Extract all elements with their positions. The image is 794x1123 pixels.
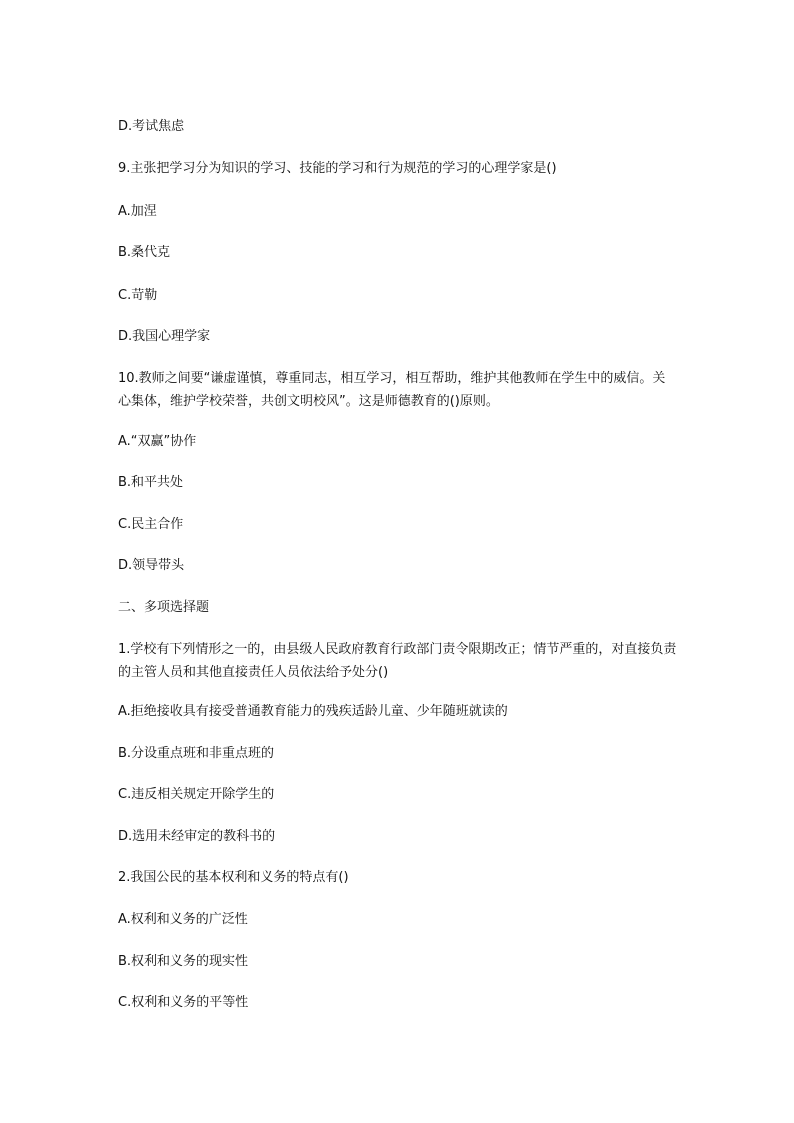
q9-option-b: B.桑代克 — [118, 245, 171, 260]
multi-question-2: 2.我国公民的基本权利和义务的特点有() — [118, 870, 349, 885]
mq2-option-a: A.权利和义务的广泛性 — [118, 912, 248, 927]
mq1-option-c: C.违反相关规定开除学生的 — [118, 787, 275, 802]
section-heading-multiple-choice: 二、多项选择题 — [118, 600, 210, 615]
q9-option-a: A.加涅 — [118, 204, 157, 219]
question-9: 9.主张把学习分为知识的学习、技能的学习和行为规范的学习的心理学家是() — [118, 161, 557, 176]
question-10: 10.教师之间要“谦虚谨慎，尊重同志，相互学习，相互帮助，维护其他教师在学生中的威信。关心集体，维护学校荣誉，共创文明校风”。这是师德教育的()原则。 — [118, 371, 666, 409]
mq2-option-b: B.权利和义务的现实性 — [118, 954, 249, 969]
multi-question-1: 1.学校有下列情形之一的，由县级人民政府教育行政部门责令限期改正；情节严重的，对直接负责的主管人员和其他直接责任人员依法给予处分() — [118, 642, 677, 680]
q10-option-a: A.“双赢”协作 — [118, 434, 197, 449]
option-d-exam-anxiety: D.考试焦虑 — [118, 119, 185, 134]
mq1-option-a: A.拒绝接收具有接受普通教育能力的残疾适龄儿童、少年随班就读的 — [118, 704, 508, 719]
q10-option-c: C.民主合作 — [118, 517, 184, 532]
q10-option-d: D.领导带头 — [118, 558, 185, 573]
q9-option-d: D.我国心理学家 — [118, 329, 211, 344]
mq2-option-c: C.权利和义务的平等性 — [118, 995, 249, 1010]
mq1-option-b: B.分设重点班和非重点班的 — [118, 746, 275, 761]
q9-option-c: C.苛勒 — [118, 288, 158, 303]
mq1-option-d: D.选用未经审定的教科书的 — [118, 829, 276, 844]
q10-option-b: B.和平共处 — [118, 475, 184, 490]
